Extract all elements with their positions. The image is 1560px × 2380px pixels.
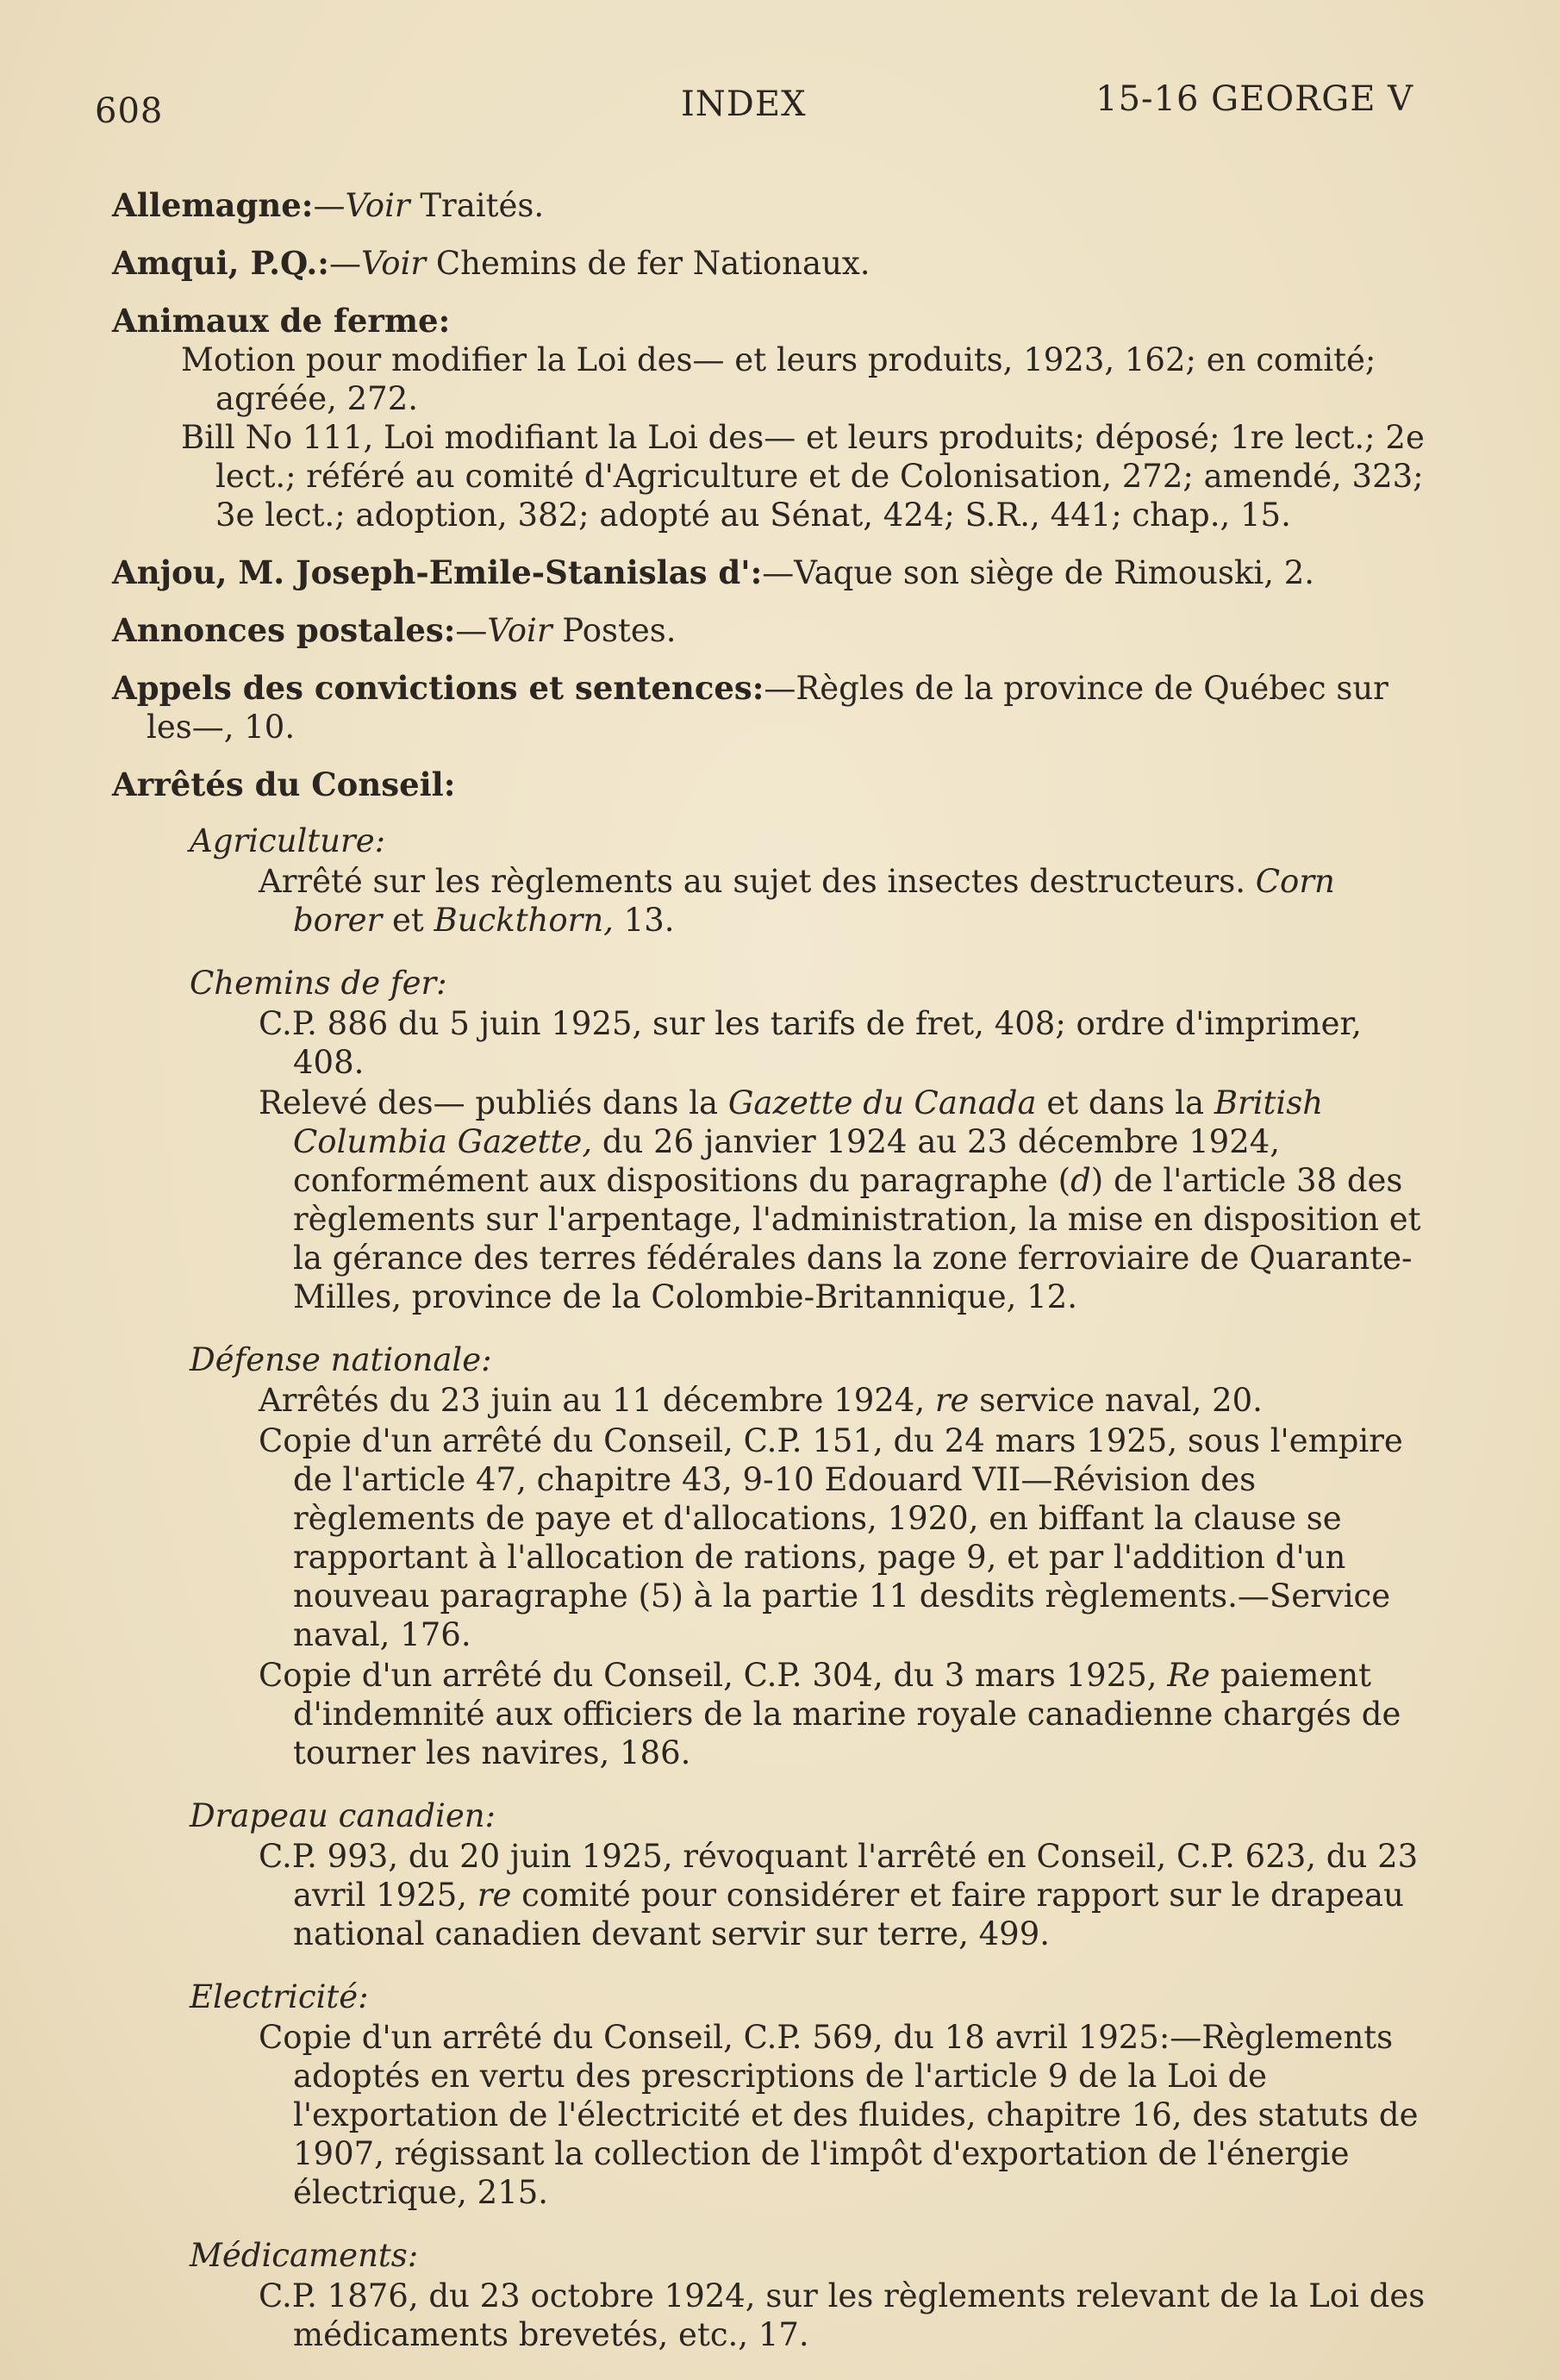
voir-ref: Voir [360,245,427,282]
entry-text: —Règles de la province de Québec sur les—, 10. [147,670,1388,746]
entry-term: Arrêtés du Conseil: [112,765,456,803]
entry-text: Traités. [409,187,545,224]
entry-arretes [112,765,1431,2354]
index-content [112,186,1431,2378]
subsection-electricite [112,1977,1431,2212]
page-header [95,79,1413,131]
entry-annonces: Annonces postales:—Voir Postes. [112,611,677,649]
subsection-label: Médicaments: [190,2237,419,2274]
entry-term: Amqui, P.Q.: [112,244,329,282]
voir-ref: Voir [487,612,552,649]
subsection-defense-nationale [112,1340,1431,1772]
page-number: 608 [95,91,164,131]
subsection-drapeau-canadien [112,1796,1431,1953]
subsection-label: Chemins de fer: [190,965,447,1002]
list-item: Arrêtés du 23 juin au 11 décembre 1924, re service naval, 20. [259,1382,1263,1419]
entry-term: Allemagne: [112,186,314,224]
entry-term: Anjou, M. Joseph-Emile-Stanislas d': [112,553,763,591]
entry-term: Appels des convictions et sentences: [112,669,764,707]
list-item: Copie d'un arrêté du Conseil, C.P. 151, du 24 mars 1925, sous l'empire de l'article 47, chapitre 43, 9-10 Edouard VII—Révision des règlements de paye et d'allocations, 1920, en biffant la clause se rapportant à l'allocation de rations, page 9, et par l'addition d'un nouveau paragraphe (5) à la partie 11 desdits règlements.—Service naval, 176. [259,1422,1403,1653]
entry-animaux [112,302,1431,534]
subsection-label: Drapeau canadien: [190,1797,496,1834]
list-item: Copie d'un arrêté du Conseil, C.P. 569, du 18 avril 1925:—Règlements adoptés en vertu des prescriptions de l'article 9 de la Loi de l'exportation de l'électricité et des fluides, chapitre 16, des statuts de 1907, régissant la collection de l'impôt d'exportation de l'énergie électrique, 215. [259,2019,1419,2211]
entry-allemagne: Allemagne:—Voir Traités. [112,186,545,224]
list-item: Relevé des— publiés dans la Gazette du Canada et dans la British Columbia Gazette, du 26 janvier 1924 au 23 décembre 1924, conformément aux dispositions du paragraphe (d) de l'article 38 des règlements sur l'arpentage, l'administration, la mise en disposition et la gérance des terres fédérales dans la zone ferroviaire de Quarante-Milles, province de la Colombie-Britannique, 12. [259,1084,1421,1315]
voir-ref: Voir [345,187,410,224]
subsection-chemins-de-fer [112,964,1431,1316]
entry-text: —Vaque son siège de Rimouski, 2. [762,554,1315,591]
list-item: C.P. 993, du 20 juin 1925, révoquant l'arrêté en Conseil, C.P. 623, du 23 avril 1925, re comité pour considérer et faire rapport sur le drapeau national canadien devant servir sur terre, 499. [259,1838,1419,1952]
entry-appels [112,669,1431,746]
entry-amqui: Amqui, P.Q.:—Voir Chemins de fer Nationaux. [112,244,870,282]
list-item: Copie d'un arrêté du Conseil, C.P. 304, du 3 mars 1925, Re paiement d'indemnité aux officiers de la marine royale canadienne chargés de tourner les navires, 186. [259,1657,1401,1771]
list-item: C.P. 886 du 5 juin 1925, sur les tarifs de fret, 408; ordre d'imprimer, 408. [259,1005,1362,1081]
page-title: INDEX [681,84,807,124]
subsection-label: Electricité: [190,1978,369,2015]
entry-line: Bill No 111, Loi modifiant la Loi des— et leurs produits; déposé; 1re lect.; 2e lect.; référé au comité d'Agriculture et de Colonisation, 272; amendé, 323; 3e lect.; adoption, 382; adopté au Sénat, 424; S.R., 441; chap., 15. [181,419,1425,534]
entry-term: Animaux de ferme: [112,302,451,340]
subsection-label: Agriculture: [190,822,386,859]
entry-anjou [112,553,1431,592]
entry-term: Annonces postales: [112,611,456,649]
subsection-agriculture [112,821,1431,940]
entry-line: Motion pour modifier la Loi des— et leurs produits, 1923, 162; en comité; agréée, 272. [181,341,1376,417]
entry-text: Postes. [552,612,677,649]
entry-body [112,340,1431,534]
entry-text: Chemins de fer Nationaux. [426,245,870,282]
list-item: C.P. 1876, du 23 octobre 1924, sur les règlements relevant de la Loi des médicaments brevetés, etc., 17. [259,2277,1426,2353]
list-item: Arrêté sur les règlements au sujet des insectes destructeurs. Corn borer et Buckthorn, 13. [259,863,1335,939]
regnal-year: 15-16 GEORGE V [1095,79,1413,119]
subsection-medicaments [112,2236,1431,2354]
subsection-label: Défense nationale: [190,1341,492,1378]
